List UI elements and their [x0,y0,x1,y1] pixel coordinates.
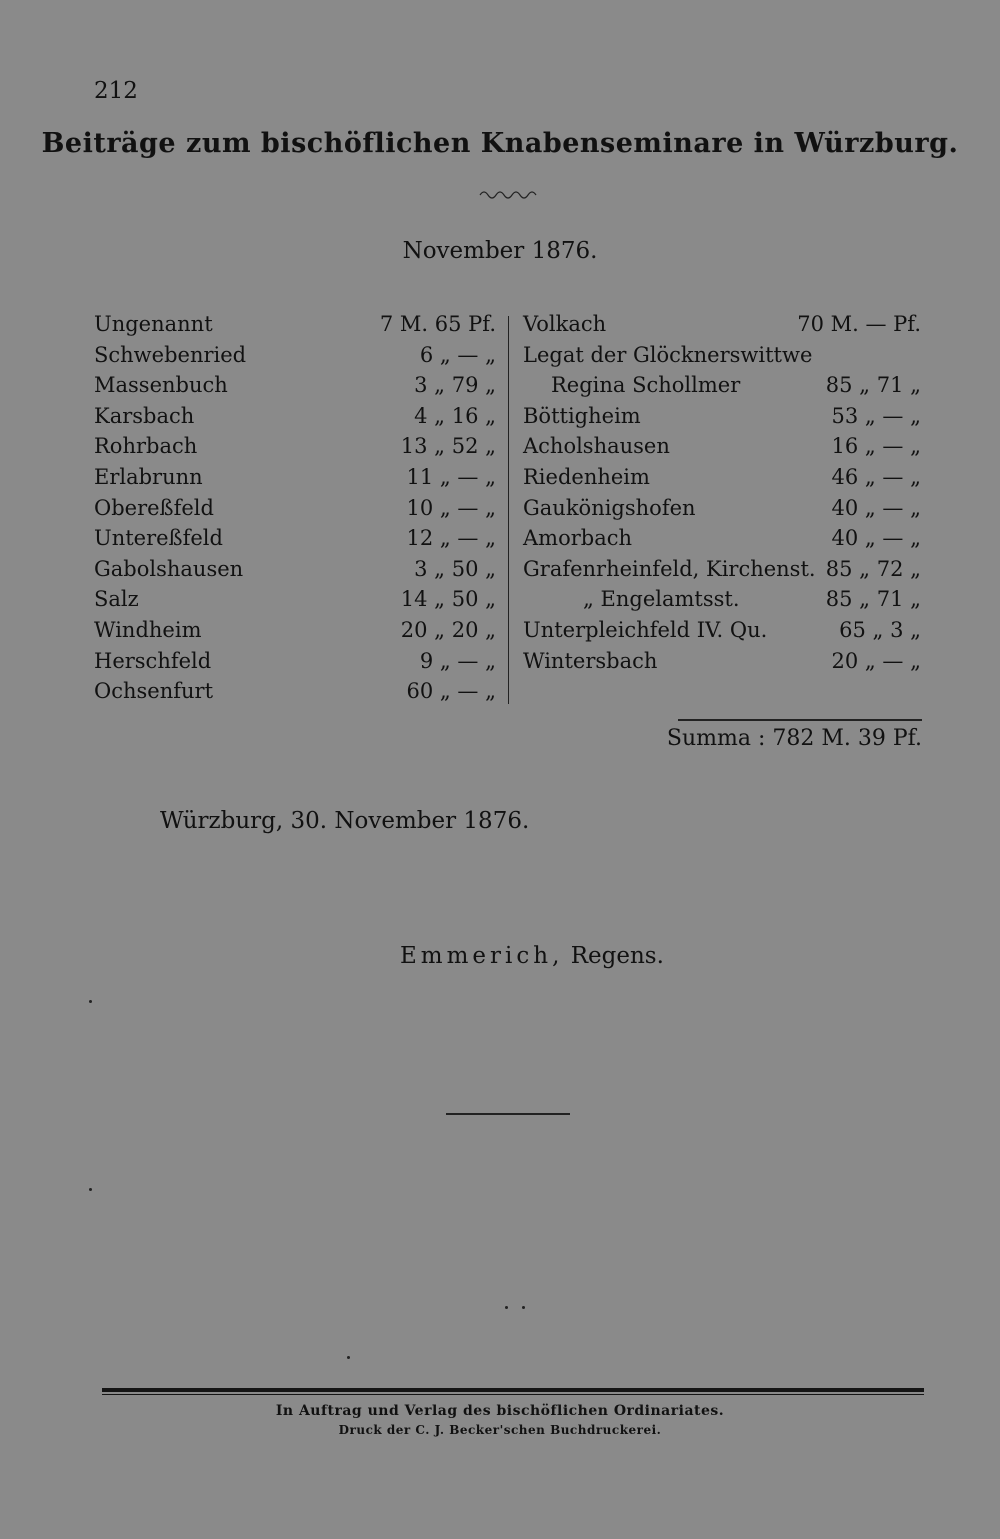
list-item [94,493,496,523]
list-item [523,462,921,492]
print-speck [347,1356,350,1359]
contribution-amount: 3 „ 50 „ [414,556,496,581]
list-item [523,401,921,431]
list-item [523,523,921,553]
contributor-name: Regina Schollmer [551,373,741,398]
contributor-name: Erlabrunn [94,465,203,489]
contribution-amount: 12 „ — „ [406,526,496,551]
signature-name: Emmerich, [400,943,564,969]
month-heading: November 1876. [402,238,598,264]
print-speck [505,1306,508,1309]
page-title: Beiträge zum bischöflichen Knabenseminare in Würzburg. [41,128,959,159]
list-item [94,646,496,676]
end-rule [446,1113,570,1115]
list-item [523,615,921,645]
contributor-name: Gabolshausen [94,556,244,581]
list-item [94,401,496,431]
contributor-name: Böttigheim [523,403,641,428]
contribution-amount: 53 „ — „ [831,403,921,428]
column-divider [508,316,509,704]
contributor-name: „ Engelamtsst. [583,587,740,612]
list-item [523,646,921,676]
contributor-name: Herschfeld [94,648,212,673]
contributor-name: Windheim [94,618,202,642]
list-item [94,523,496,553]
contribution-amount: 46 „ — „ [831,465,921,489]
contributor-name: Ungenannt [94,312,213,336]
list-item [94,340,496,370]
contribution-amount: 65 „ 3 „ [839,618,921,642]
contribution-amount: 85 „ 71 „ [825,587,921,612]
contributor-name: Massenbuch [94,373,228,398]
contributor-name: Unterpleichfeld IV. Qu. [523,618,768,642]
contribution-amount: 85 „ 72 „ [825,556,921,581]
contributor-name: Rohrbach [94,434,198,459]
contribution-amount: 40 „ — „ [831,495,921,520]
contribution-amount: 3 „ 79 „ [414,373,496,398]
ornament-squiggle [478,186,542,200]
footer-printer: Druck der C. J. Becker'schen Buchdruckerei. [338,1423,662,1437]
contribution-amount: 40 „ — „ [831,526,921,551]
contribution-amount: 85 „ 71 „ [825,373,921,398]
page-number: 212 [94,78,138,104]
contribution-amount: 13 „ 52 „ [400,434,496,459]
contribution-amount: 7 M. 65 Pf. [379,312,496,336]
list-item [94,462,496,492]
list-item [94,615,496,645]
list-item [94,309,496,339]
contribution-amount: 16 „ — „ [831,434,921,459]
contributor-name: Volkach [523,312,607,336]
print-speck [89,1188,92,1191]
list-item [523,431,921,461]
list-item [523,370,921,400]
contributor-name: Ochsenfurt [94,679,214,704]
contributor-name: Amorbach [523,526,633,551]
contributor-name: Riedenheim [523,465,650,489]
contribution-amount: 11 „ — „ [406,465,496,489]
list-item [94,584,496,614]
contributor-name: Legat der Glöcknerswittwe [523,342,813,367]
contribution-amount: 10 „ — „ [406,495,496,520]
contributor-name: Acholshausen [523,434,670,459]
print-speck [522,1306,525,1309]
footer-rule [102,1388,924,1395]
list-item [523,584,921,614]
list-item [94,431,496,461]
contribution-amount: 60 „ — „ [406,679,496,704]
signature [400,943,664,969]
sum-rule [678,719,922,721]
contributor-name: Grafenrheinfeld, Kirchenst. [523,556,816,581]
print-speck [89,1000,92,1003]
list-item [94,676,496,706]
list-item [94,370,496,400]
contribution-amount: 6 „ — „ [419,342,496,367]
contribution-amount: 14 „ 50 „ [400,587,496,612]
summa-total: Summa : 782 M. 39 Pf. [666,726,922,751]
list-item [94,554,496,584]
contribution-amount: 9 „ — „ [419,648,496,673]
contributor-name: Obereßfeld [94,495,214,520]
contribution-amount: 20 „ — „ [831,648,921,673]
place-date: Würzburg, 30. November 1876. [160,808,530,834]
contributor-name: Karsbach [94,403,195,428]
contributor-name: Untereßfeld [94,526,223,551]
contributor-name: Gaukönigshofen [523,495,696,520]
contributor-name: Schwebenried [94,342,247,367]
list-item [523,340,921,370]
contributor-name: Wintersbach [523,648,658,673]
contribution-amount: 4 „ 16 „ [414,403,496,428]
signature-title: Regens. [570,943,664,969]
contributor-name: Salz [94,587,139,612]
contribution-amount: 20 „ 20 „ [400,618,496,642]
list-item [523,554,921,584]
list-item [523,309,921,339]
list-item [523,493,921,523]
contribution-amount: 70 M. — Pf. [797,312,921,336]
footer-publisher: In Auftrag und Verlag des bischöflichen Ordinariates. [275,1403,725,1419]
